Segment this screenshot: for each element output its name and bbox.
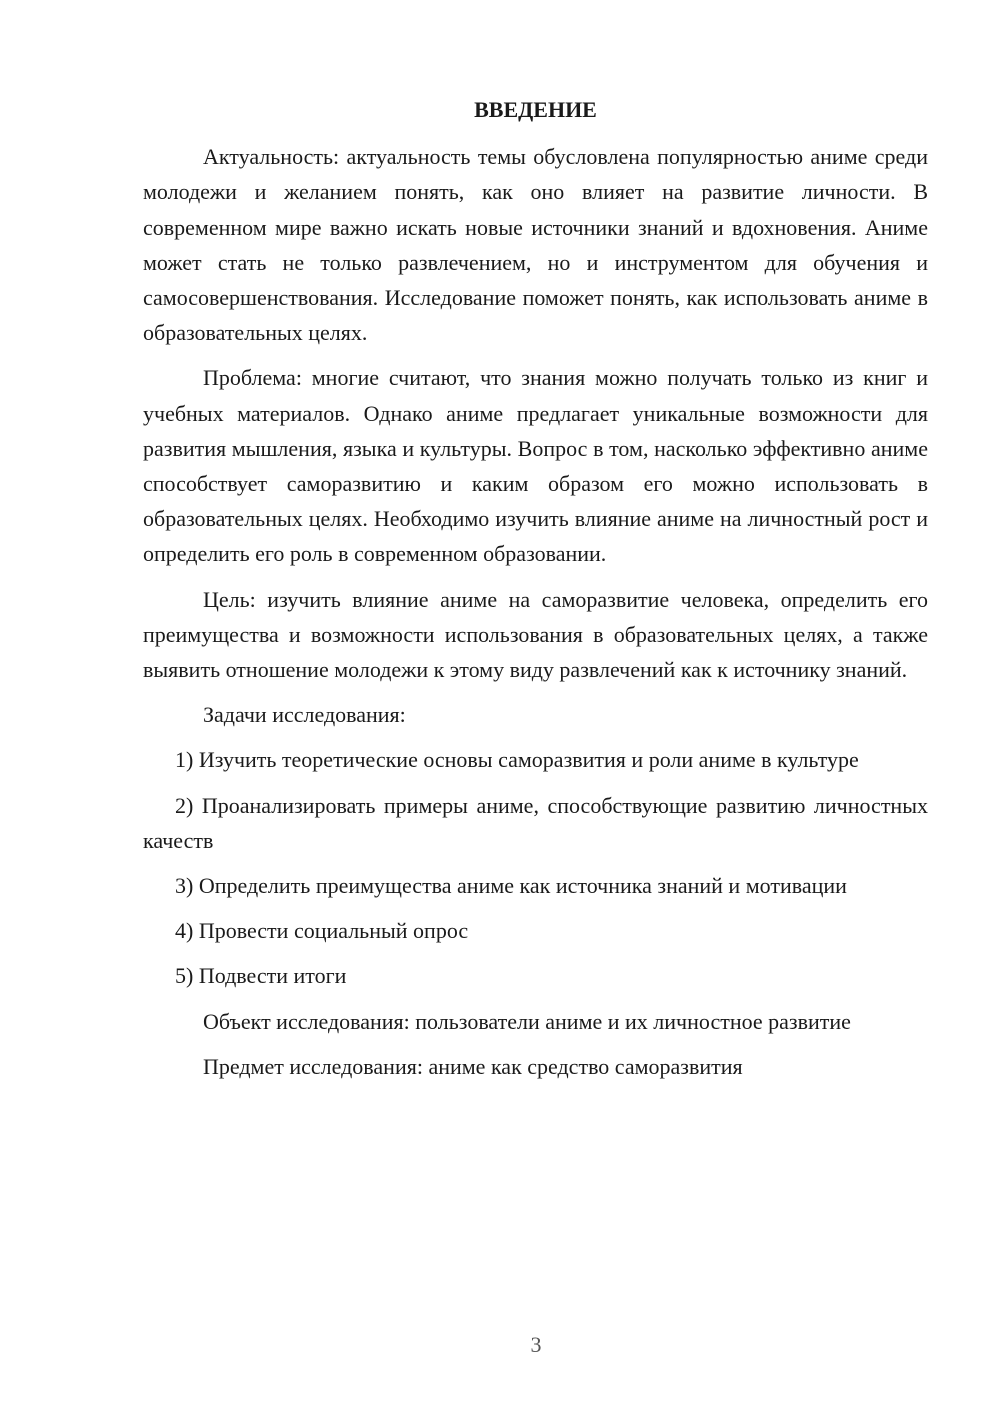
problem-paragraph: Проблема: многие считают, что знания можно получать только из книг и учебных материалов. Однако аниме предлагает уникальные возможности для развития мышления, языка и культуры. Вопрос в том, насколько эффективно аниме способствует саморазвитию и каким образом его можно использовать в образовательных целях. Необходимо изучить влияние аниме на личностный рост и определить его роль в современном образовании.	[143, 365, 928, 567]
tasks-heading: Задачи исследования:	[203, 702, 406, 728]
task-item: 2) Проанализировать примеры аниме, способствующие развитию личностных качеств	[143, 792, 928, 853]
goal-paragraph: Цель: изучить влияние аниме на саморазвитие человека, определить его преимущества и возможности использования в образовательных целях, а также выявить отношение молодежи к этому виду развлечений как к источнику знаний.	[143, 586, 928, 683]
task-item: 1) Изучить теоретические основы саморазвития и роли аниме в культуре	[175, 747, 859, 773]
task-item: 4) Провести социальный опрос	[175, 918, 469, 944]
page-title: ВВЕДЕНИЕ	[474, 97, 597, 122]
page-number: 3	[530, 1332, 542, 1357]
object-paragraph: Объект исследования: пользователи аниме и их личностное развитие	[203, 1008, 851, 1034]
relevance-paragraph: Актуальность: актуальность темы обусловлена популярностью аниме среди молодежи и желанием понять, как оно влияет на развитие личности. В современном мире важно искать новые источники знаний и вдохновения. Аниме может стать не только развлечением, но и инструментом для обучения и самосовершенствования. Исследование поможет понять, как использовать аниме в образовательных целях.	[143, 144, 928, 346]
task-item: 3) Определить преимущества аниме как источника знаний и мотивации	[175, 873, 847, 899]
task-item: 5) Подвести итоги	[175, 963, 347, 989]
subject-paragraph: Предмет исследования: аниме как средство саморазвития	[203, 1053, 743, 1079]
page-body	[143, 92, 928, 1094]
